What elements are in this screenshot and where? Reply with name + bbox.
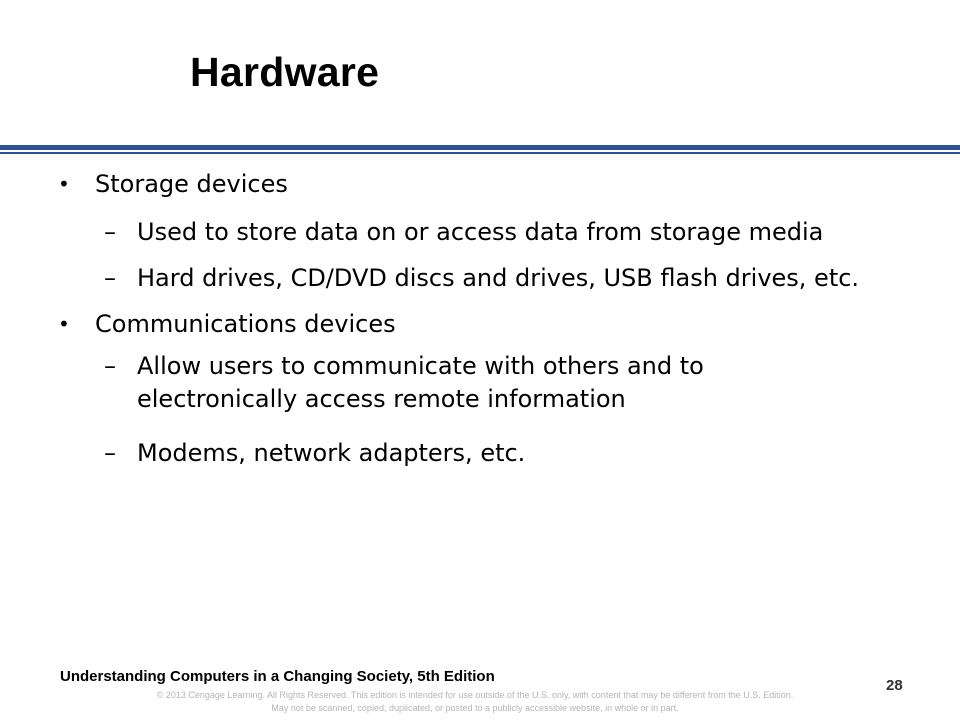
copyright-line-1: © 2013 Cengage Learning. All Rights Reserved. This edition is intended for use outside of the U.S. only, with content that may be different from the U.S. Edition. (156, 690, 794, 700)
bullet-marker: • (58, 312, 70, 336)
subitem-communications-examples: Modems, network adapters, etc. (137, 439, 526, 467)
dash-marker: – (104, 352, 116, 380)
title-divider-thick (0, 145, 960, 150)
subitem-communications-purpose-line2: electronically access remote information (137, 385, 626, 413)
page-number: 28 (886, 677, 903, 694)
footer-book-title: Understanding Computers in a Changing Society, 5th Edition (60, 668, 495, 685)
bullet-storage-devices: Storage devices (95, 170, 288, 198)
bullet-communications-devices: Communications devices (95, 310, 396, 338)
copyright-line-2: May not be scanned, copied, duplicated, or posted to a publicly accessible website, in whole or in part. (271, 703, 679, 713)
subitem-storage-purpose: Used to store data on or access data from storage media (137, 218, 824, 246)
bullet-marker: • (58, 172, 70, 196)
dash-marker: – (104, 264, 116, 292)
title-divider-thin (0, 152, 960, 154)
subitem-communications-purpose-line1: Allow users to communicate with others and to (137, 352, 704, 380)
dash-marker: – (104, 439, 116, 467)
slide-title: Hardware (190, 49, 380, 95)
dash-marker: – (104, 218, 116, 246)
subitem-storage-examples: Hard drives, CD/DVD discs and drives, USB flash drives, etc. (137, 264, 860, 292)
